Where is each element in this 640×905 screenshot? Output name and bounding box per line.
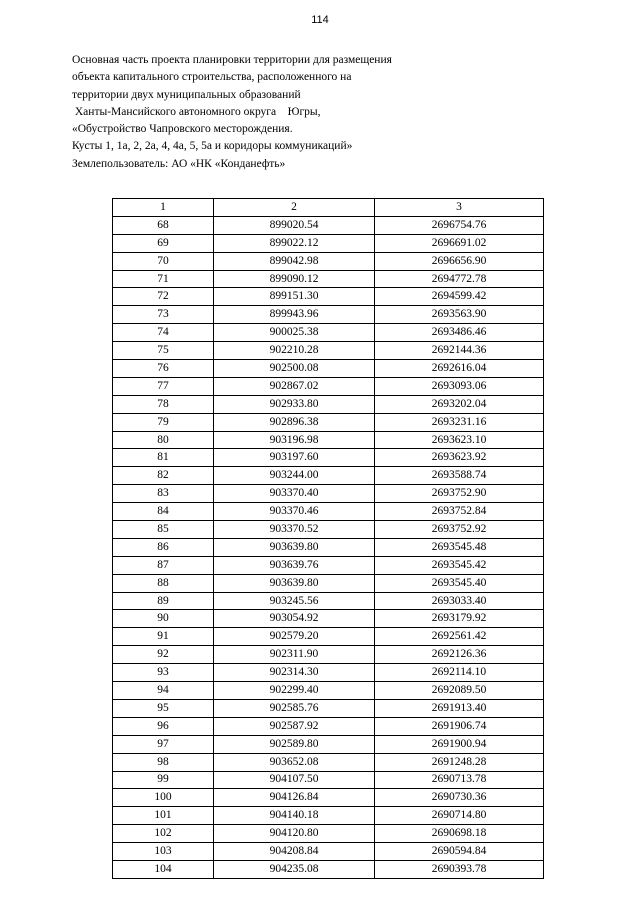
y-coordinate-cell: 2690713.78	[375, 771, 544, 789]
point-number-cell: 68	[113, 216, 214, 234]
column-header-x: 2	[214, 199, 375, 217]
point-number-cell: 75	[113, 342, 214, 360]
x-coordinate-cell: 903244.00	[214, 467, 375, 485]
table-row	[113, 538, 544, 556]
y-coordinate-cell: 2690393.78	[375, 860, 544, 878]
table-row	[113, 395, 544, 413]
point-number-cell: 72	[113, 288, 214, 306]
table-row	[113, 753, 544, 771]
point-number-cell: 74	[113, 324, 214, 342]
table-row	[113, 592, 544, 610]
table-row	[113, 306, 544, 324]
y-coordinate-cell: 2693752.92	[375, 521, 544, 539]
point-number-cell: 88	[113, 574, 214, 592]
table-row	[113, 574, 544, 592]
table-row	[113, 234, 544, 252]
y-coordinate-cell: 2693545.48	[375, 538, 544, 556]
x-coordinate-cell: 899022.12	[214, 234, 375, 252]
table-row	[113, 270, 544, 288]
point-number-cell: 89	[113, 592, 214, 610]
table-row	[113, 467, 544, 485]
y-coordinate-cell: 2693752.84	[375, 503, 544, 521]
point-number-cell: 94	[113, 682, 214, 700]
x-coordinate-cell: 903370.40	[214, 485, 375, 503]
point-number-cell: 79	[113, 413, 214, 431]
point-number-cell: 85	[113, 521, 214, 539]
x-coordinate-cell: 902314.30	[214, 664, 375, 682]
x-coordinate-cell: 902867.02	[214, 377, 375, 395]
x-coordinate-cell: 904120.80	[214, 825, 375, 843]
x-coordinate-cell: 903054.92	[214, 610, 375, 628]
x-coordinate-cell: 899020.54	[214, 216, 375, 234]
x-coordinate-cell: 904235.08	[214, 860, 375, 878]
x-coordinate-cell: 904140.18	[214, 807, 375, 825]
table-row	[113, 413, 544, 431]
table-row	[113, 610, 544, 628]
table-row	[113, 521, 544, 539]
header-line: Кусты 1, 1а, 2, 2а, 4, 4а, 5, 5а и коридоры коммуникаций»	[72, 140, 353, 153]
point-number-cell: 87	[113, 556, 214, 574]
y-coordinate-cell: 2696691.02	[375, 234, 544, 252]
point-number-cell: 81	[113, 449, 214, 467]
table-row	[113, 288, 544, 306]
table-row	[113, 431, 544, 449]
x-coordinate-cell: 902311.90	[214, 646, 375, 664]
y-coordinate-cell: 2690698.18	[375, 825, 544, 843]
table-row	[113, 360, 544, 378]
x-coordinate-cell: 903370.52	[214, 521, 375, 539]
y-coordinate-cell: 2691906.74	[375, 717, 544, 735]
table-row	[113, 682, 544, 700]
x-coordinate-cell: 903639.76	[214, 556, 375, 574]
y-coordinate-cell: 2693623.10	[375, 431, 544, 449]
table-row	[113, 664, 544, 682]
x-coordinate-cell: 903370.46	[214, 503, 375, 521]
y-coordinate-cell: 2693486.46	[375, 324, 544, 342]
x-coordinate-cell: 903197.60	[214, 449, 375, 467]
point-number-cell: 84	[113, 503, 214, 521]
y-coordinate-cell: 2692616.04	[375, 360, 544, 378]
table-row	[113, 717, 544, 735]
table-row	[113, 342, 544, 360]
x-coordinate-cell: 902585.76	[214, 699, 375, 717]
table-row	[113, 628, 544, 646]
y-coordinate-cell: 2692089.50	[375, 682, 544, 700]
table-row	[113, 699, 544, 717]
point-number-cell: 80	[113, 431, 214, 449]
x-coordinate-cell: 900025.38	[214, 324, 375, 342]
table-row	[113, 377, 544, 395]
x-coordinate-cell: 902587.92	[214, 717, 375, 735]
y-coordinate-cell: 2690594.84	[375, 843, 544, 861]
point-number-cell: 86	[113, 538, 214, 556]
x-coordinate-cell: 902210.28	[214, 342, 375, 360]
point-number-cell: 78	[113, 395, 214, 413]
y-coordinate-cell: 2696754.76	[375, 216, 544, 234]
table-row	[113, 646, 544, 664]
table-row	[113, 789, 544, 807]
point-number-cell: 99	[113, 771, 214, 789]
point-number-cell: 71	[113, 270, 214, 288]
y-coordinate-cell: 2692561.42	[375, 628, 544, 646]
point-number-cell: 69	[113, 234, 214, 252]
y-coordinate-cell: 2692144.36	[375, 342, 544, 360]
x-coordinate-cell: 902933.80	[214, 395, 375, 413]
y-coordinate-cell: 2693563.90	[375, 306, 544, 324]
y-coordinate-cell: 2691913.40	[375, 699, 544, 717]
x-coordinate-cell: 899151.30	[214, 288, 375, 306]
y-coordinate-cell: 2692126.36	[375, 646, 544, 664]
point-number-cell: 100	[113, 789, 214, 807]
point-number-cell: 73	[113, 306, 214, 324]
table-row	[113, 843, 544, 861]
y-coordinate-cell: 2696656.90	[375, 252, 544, 270]
y-coordinate-cell: 2693093.06	[375, 377, 544, 395]
header-line: территории двух муниципальных образований	[72, 88, 301, 101]
x-coordinate-cell: 902500.08	[214, 360, 375, 378]
y-coordinate-cell: 2693545.42	[375, 556, 544, 574]
point-number-cell: 103	[113, 843, 214, 861]
y-coordinate-cell: 2693179.92	[375, 610, 544, 628]
y-coordinate-cell: 2693202.04	[375, 395, 544, 413]
x-coordinate-cell: 903639.80	[214, 538, 375, 556]
y-coordinate-cell: 2693545.40	[375, 574, 544, 592]
point-number-cell: 95	[113, 699, 214, 717]
x-coordinate-cell: 902589.80	[214, 735, 375, 753]
header-line: Основная часть проекта планировки территории для размещения	[72, 54, 392, 66]
point-number-cell: 82	[113, 467, 214, 485]
table-row	[113, 485, 544, 503]
point-number-cell: 70	[113, 252, 214, 270]
y-coordinate-cell: 2690714.80	[375, 807, 544, 825]
table-row	[113, 503, 544, 521]
point-number-cell: 92	[113, 646, 214, 664]
x-coordinate-cell: 903639.80	[214, 574, 375, 592]
table-row	[113, 324, 544, 342]
y-coordinate-cell: 2694599.42	[375, 288, 544, 306]
point-number-cell: 93	[113, 664, 214, 682]
page-number: 114	[311, 14, 329, 26]
point-number-cell: 97	[113, 735, 214, 753]
x-coordinate-cell: 899090.12	[214, 270, 375, 288]
x-coordinate-cell: 899943.96	[214, 306, 375, 324]
x-coordinate-cell: 904126.84	[214, 789, 375, 807]
point-number-cell: 77	[113, 377, 214, 395]
y-coordinate-cell: 2691248.28	[375, 753, 544, 771]
header-line: Ханты-Мансийского автономного округа Югры,	[72, 105, 321, 118]
point-number-cell: 98	[113, 753, 214, 771]
column-header-y: 3	[375, 199, 544, 217]
y-coordinate-cell: 2694772.78	[375, 270, 544, 288]
x-coordinate-cell: 903652.08	[214, 753, 375, 771]
table-row	[113, 216, 544, 234]
table-row	[113, 825, 544, 843]
y-coordinate-cell: 2693033.40	[375, 592, 544, 610]
point-number-cell: 76	[113, 360, 214, 378]
x-coordinate-cell: 902896.38	[214, 413, 375, 431]
x-coordinate-cell: 902299.40	[214, 682, 375, 700]
table-row	[113, 735, 544, 753]
y-coordinate-cell: 2691900.94	[375, 735, 544, 753]
table-header-row	[113, 199, 544, 217]
header-line: объекта капитального строительства, расположенного на	[72, 71, 352, 84]
table-row	[113, 252, 544, 270]
y-coordinate-cell: 2693752.90	[375, 485, 544, 503]
table-row	[113, 771, 544, 789]
point-number-cell: 101	[113, 807, 214, 825]
coordinates-table	[112, 198, 544, 879]
document-header	[72, 52, 492, 173]
table-body	[113, 216, 544, 878]
x-coordinate-cell: 899042.98	[214, 252, 375, 270]
x-coordinate-cell: 904107.50	[214, 771, 375, 789]
header-line: Землепользователь: АО «НК «Конданефть»	[72, 157, 286, 170]
table-row	[113, 556, 544, 574]
point-number-cell: 102	[113, 825, 214, 843]
x-coordinate-cell: 904208.84	[214, 843, 375, 861]
header-line: «Обустройство Чапровского месторождения.	[72, 123, 293, 136]
y-coordinate-cell: 2690730.36	[375, 789, 544, 807]
x-coordinate-cell: 902579.20	[214, 628, 375, 646]
x-coordinate-cell: 903245.56	[214, 592, 375, 610]
table-row	[113, 807, 544, 825]
table-row	[113, 860, 544, 878]
y-coordinate-cell: 2693588.74	[375, 467, 544, 485]
point-number-cell: 90	[113, 610, 214, 628]
point-number-cell: 83	[113, 485, 214, 503]
point-number-cell: 91	[113, 628, 214, 646]
point-number-cell: 96	[113, 717, 214, 735]
point-number-cell: 104	[113, 860, 214, 878]
y-coordinate-cell: 2692114.10	[375, 664, 544, 682]
y-coordinate-cell: 2693231.16	[375, 413, 544, 431]
x-coordinate-cell: 903196.98	[214, 431, 375, 449]
table-row	[113, 449, 544, 467]
y-coordinate-cell: 2693623.92	[375, 449, 544, 467]
column-header-point: 1	[113, 199, 214, 217]
